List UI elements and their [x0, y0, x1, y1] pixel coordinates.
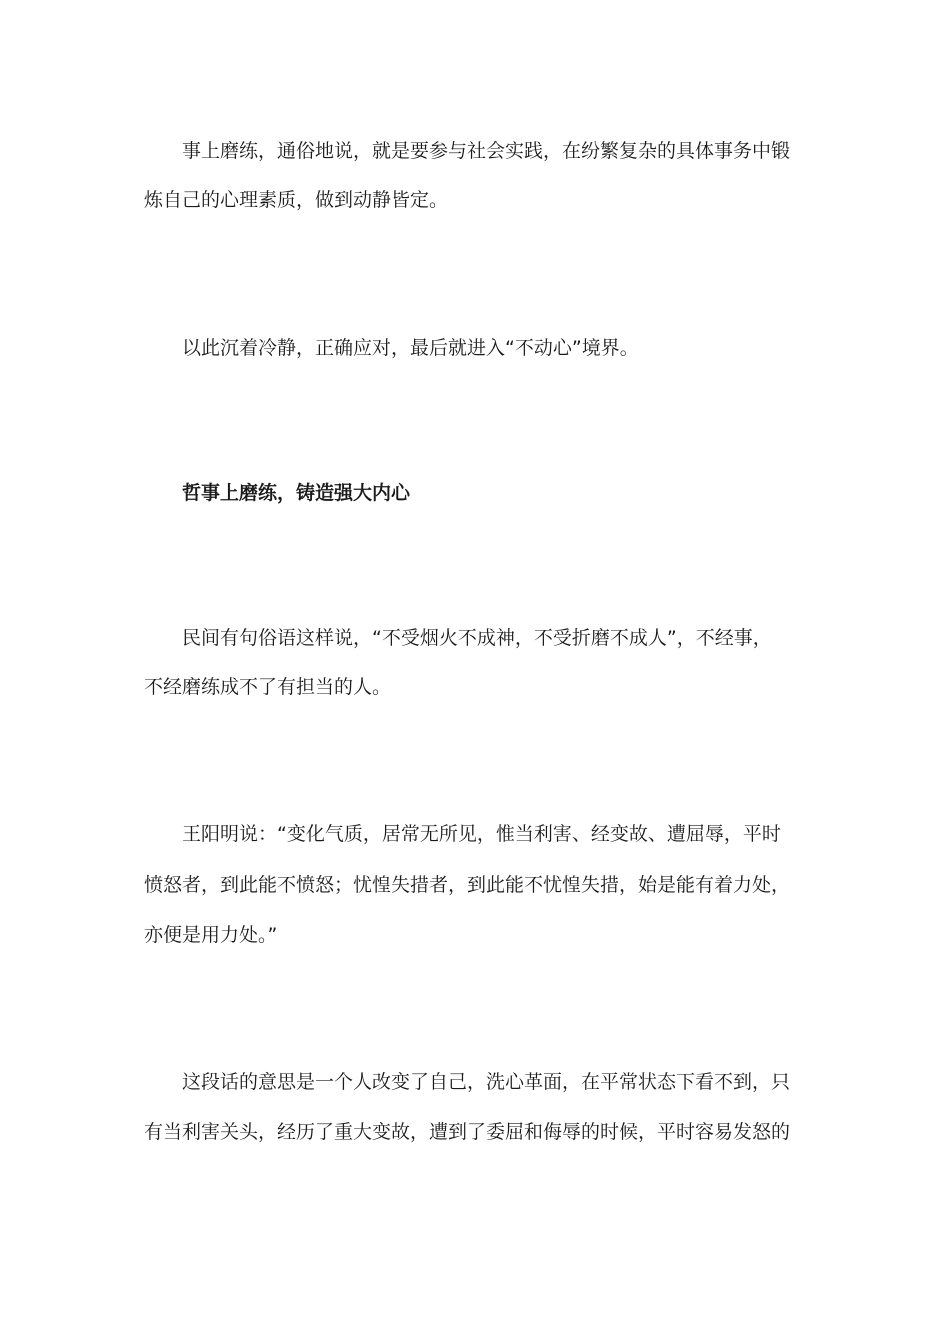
paragraph-line: 以此沉着冷静，正确应对，最后就进入“不动心”境界。 — [182, 337, 639, 359]
paragraph-line: 亦便是用力处。” — [144, 924, 278, 946]
section-heading-text: 哲事上磨练，铸造强大内心 — [182, 482, 411, 504]
paragraph-line: 事上磨练，通俗地说，就是要参与社会实践，在纷繁复杂的具体事务中锻 — [182, 140, 791, 162]
paragraph-line: 有当利害关头，经历了重大变故，遭到了委屈和侮辱的时候，平时容易发怒的 — [144, 1121, 791, 1143]
paragraph-line: 愤怒者，到此能不愤怒；忧惶失措者，到此能不忧惶失措，始是能有着力处， — [144, 874, 791, 896]
paragraph-line: 这段话的意思是一个人改变了自己，洗心革面，在平常状态下看不到，只 — [182, 1071, 791, 1093]
paragraph-line: 炼自己的心理素质，做到动静皆定。 — [144, 189, 449, 211]
paragraph-line: 不经磨练成不了有担当的人。 — [144, 676, 392, 698]
paragraph-line: 民间有句俗语这样说，“不受烟火不成神，不受折磨不成人”，不经事， — [182, 627, 772, 649]
paragraph-line: 王阳明说：“变化气质，居常无所见，惟当利害、经变故、遭屈辱，平时 — [182, 823, 781, 845]
